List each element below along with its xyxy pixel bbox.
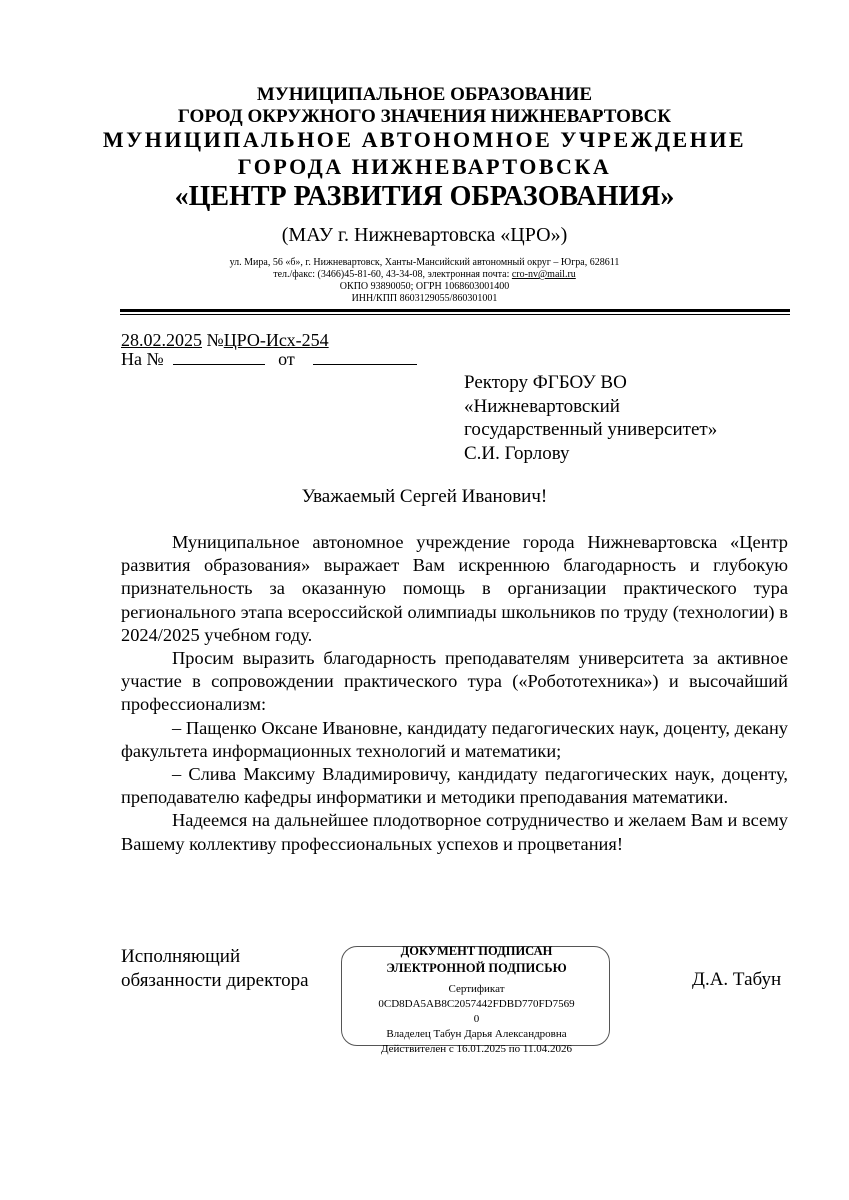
- reply-label: На №: [121, 349, 164, 369]
- org-okpo-ogrn: ОКПО 93890050; ОГРН 1068603001400: [339, 281, 510, 292]
- body-paragraph-3: – Пащенко Оксане Ивановне, кандидату педагогических наук, доценту, декану факультета информационных технологий и математики;: [121, 717, 788, 761]
- signer-position-line-2: обязанности директора: [121, 970, 309, 991]
- stamp-title-2: ЭЛЕКТРОННОЙ ПОДПИСЬЮ: [386, 961, 567, 975]
- org-email-link[interactable]: cro-nv@mail.ru: [511, 269, 576, 280]
- addressee-block: [464, 371, 784, 465]
- org-phone: тел./факс: (3466)45-81-60, 43-34-08, электронная почта:: [273, 269, 512, 280]
- stamp-owner: Владелец Табун Дарья Александровна: [386, 1028, 567, 1040]
- stamp-cert-label: Сертификат: [448, 983, 505, 995]
- body-paragraph-1: Муниципальное автономное учреждение города Нижневартовска «Центр развития образования» выражает Вам искреннюю благодарность и глубокую признательность за оказанную помощь в организации практического тура регионального этапа всероссийской олимпиады школьников по труду (технологии) в 2024/2025 учебном году.: [121, 532, 788, 645]
- stamp-cert-number-tail: 0: [473, 1013, 480, 1025]
- reply-reference: [121, 348, 417, 371]
- from-label: от: [278, 349, 295, 369]
- signer-name: Д.А. Табун: [692, 969, 782, 990]
- signer-position: [121, 945, 309, 993]
- letter-body: [121, 531, 788, 856]
- org-name-line-1: МУНИЦИПАЛЬНОЕ ОБРАЗОВАНИЕ: [256, 84, 593, 105]
- addressee-line-1: Ректору ФГБОУ ВО: [464, 372, 627, 393]
- salutation: Уважаемый Сергей Иванович!: [301, 486, 548, 507]
- org-short-name: (МАУ г. Нижневартовска «ЦРО»): [281, 224, 568, 246]
- header-rule-thick: [120, 309, 790, 312]
- reply-date-blank: [313, 349, 417, 365]
- signer-position-line-1: Исполняющий: [121, 946, 241, 967]
- number-label: №: [202, 330, 224, 350]
- stamp-title-1: ДОКУМЕНТ ПОДПИСАН: [400, 944, 553, 958]
- org-contacts: [0, 269, 849, 281]
- stamp-cert-number: 0CD8DA5AB8C2057442FDBD770FD7569: [378, 998, 575, 1010]
- stamp-validity: Действителен с 16.01.2025 по 11.04.2026: [381, 1043, 572, 1055]
- org-name-line-4: ГОРОДА НИЖНЕВАРТОВСКА: [237, 154, 612, 179]
- header-rule-thin: [120, 314, 790, 315]
- electronic-signature-stamp: [341, 944, 610, 1055]
- outgoing-date: 28.02.2025: [121, 330, 202, 350]
- body-paragraph-2: Просим выразить благодарность преподавателям университета за активное участие в сопровождении практического тура («Робототехника») и высочайший профессионализм:: [121, 648, 788, 715]
- body-paragraph-4: – Слива Максиму Владимировичу, кандидату педагогических наук, доценту, преподавателю кафедры информатики и методики преподавания математики.: [121, 764, 788, 808]
- org-name-line-2: ГОРОД ОКРУЖНОГО ЗНАЧЕНИЯ НИЖНЕВАРТОВСК: [177, 106, 672, 127]
- addressee-line-3: государственный университет»: [464, 419, 718, 440]
- outgoing-number-value: ЦРО-Исх-254: [223, 330, 329, 350]
- addressee-line-2: «Нижневартовский: [464, 395, 620, 417]
- org-inn-kpp: ИНН/КПП 8603129055/860301001: [351, 293, 498, 304]
- org-name-line-3: МУНИЦИПАЛЬНОЕ АВТОНОМНОЕ УЧРЕЖДЕНИЕ: [102, 127, 747, 152]
- addressee-line-4: С.И. Горлову: [464, 442, 570, 464]
- reply-number-blank: [173, 349, 265, 365]
- body-paragraph-5: Надеемся на дальнейшее плодотворное сотрудничество и желаем Вам и всему Вашему коллективу профессиональных успехов и процветания!: [121, 810, 788, 854]
- org-address: ул. Мира, 56 «б», г. Нижневартовск, Ханты-Мансийский автономный округ – Югра, 628611: [229, 257, 620, 268]
- org-name-line-5: «ЦЕНТР РАЗВИТИЯ ОБРАЗОВАНИЯ»: [174, 181, 675, 212]
